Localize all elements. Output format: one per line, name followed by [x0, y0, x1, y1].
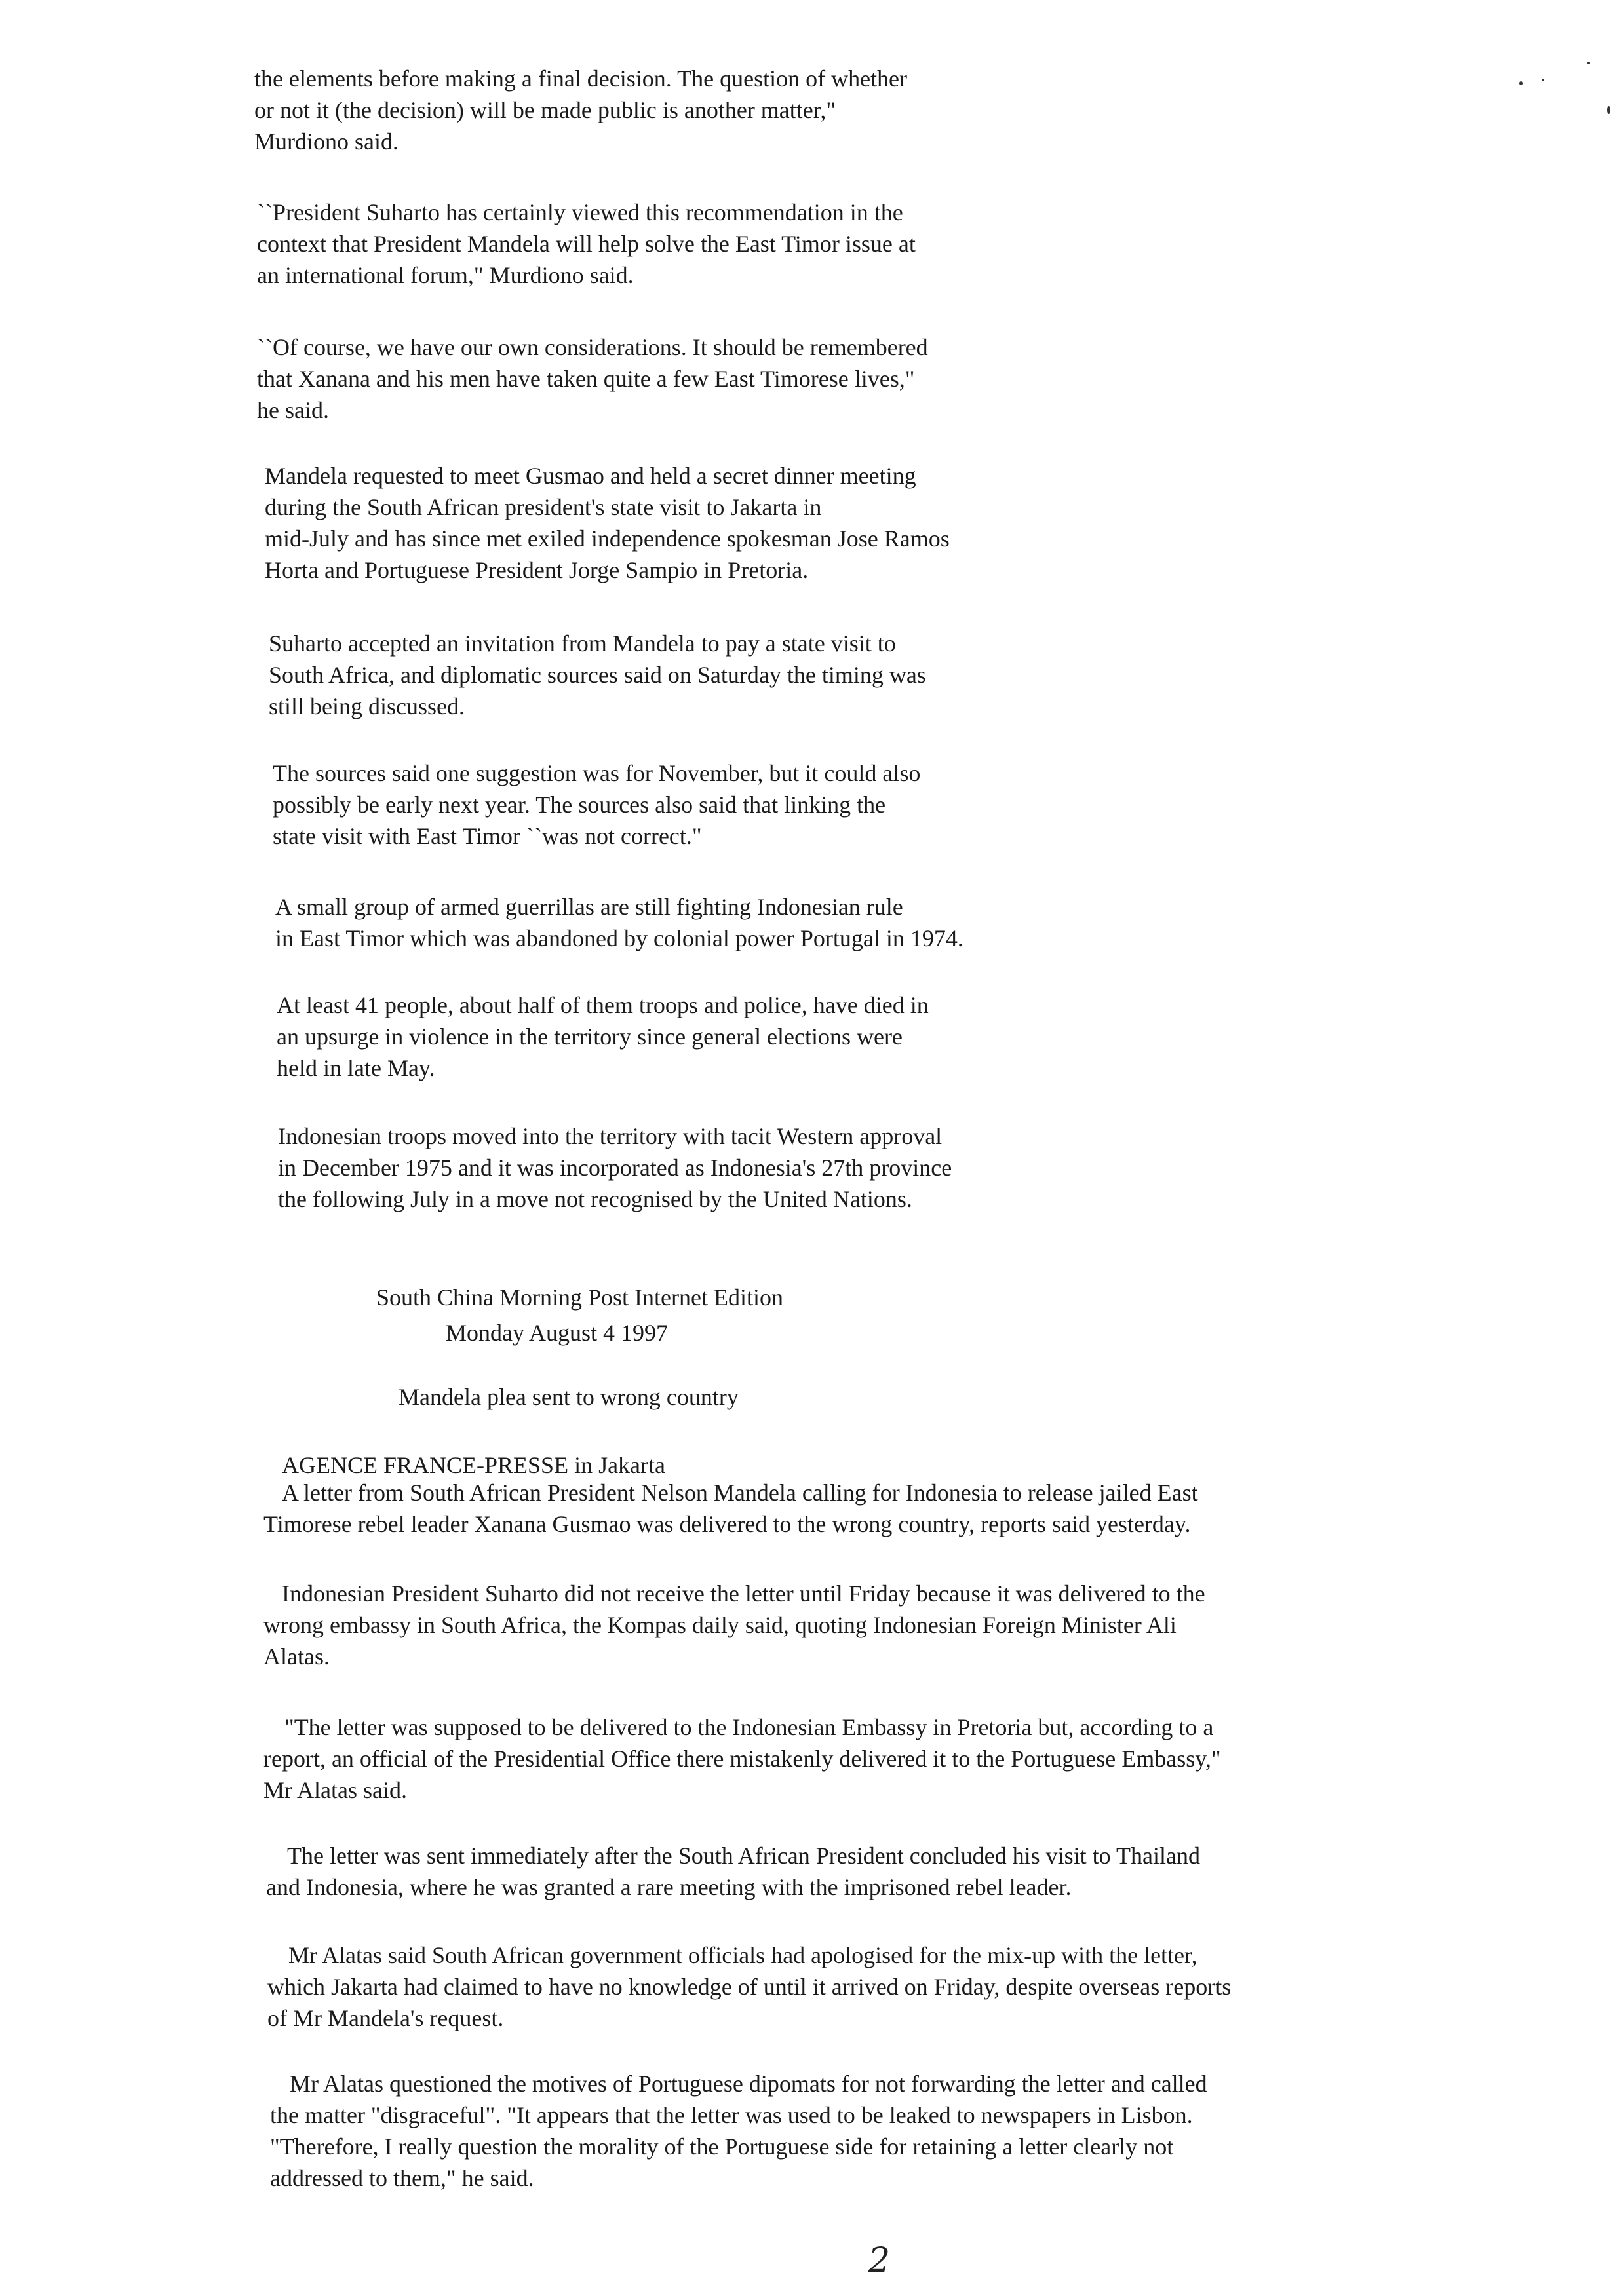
text-line: still being discussed. — [269, 693, 465, 719]
text-line: Mr Alatas said. — [263, 1777, 407, 1803]
handwritten-page-number: 2 — [868, 2241, 891, 2280]
text-line: an upsurge in violence in the territory since general elections were — [277, 1024, 903, 1050]
text-line: the matter "disgraceful". "It appears that the letter was used to be leaked to newspapers in Lisbon. — [270, 2102, 1193, 2128]
text-line: the following July in a move not recognised by the United Nations. — [278, 1186, 912, 1212]
continued-paragraph — [257, 332, 1109, 426]
continued-paragraph — [275, 891, 1127, 954]
continued-paragraph — [257, 197, 1109, 291]
text-line: in December 1975 and it was incorporated as Indonesia's 27th province — [278, 1155, 952, 1181]
text-line: Indonesian President Suharto did not receive the letter until Friday because it was delivered to the — [282, 1580, 1205, 1607]
publication-name: South China Morning Post Internet Edition — [376, 1284, 783, 1311]
text-line: an international forum," Murdiono said. — [257, 262, 634, 288]
article-byline: AGENCE FRANCE-PRESSE in Jakarta — [282, 1452, 665, 1478]
text-line: possibly be early next year. The sources also said that linking the — [273, 792, 886, 818]
article-paragraph — [263, 1477, 1443, 1540]
text-line: of Mr Mandela's request. — [267, 2005, 504, 2031]
article-paragraph — [263, 1578, 1443, 1672]
text-line: A small group of armed guerrillas are still fighting Indonesian rule — [275, 894, 903, 920]
continued-paragraph — [277, 989, 1129, 1084]
continued-paragraph — [265, 460, 1117, 586]
continued-paragraph — [269, 628, 1121, 722]
text-line: in East Timor which was abandoned by colonial power Portugal in 1974. — [275, 925, 963, 951]
scan-speck — [1542, 79, 1544, 81]
text-line: that Xanana and his men have taken quite a few East Timorese lives," — [257, 366, 915, 392]
text-line: "The letter was supposed to be delivered to the Indonesian Embassy in Pretoria but, according to a — [284, 1714, 1214, 1740]
text-line: he said. — [257, 397, 329, 423]
text-line: or not it (the decision) will be made public is another matter," — [254, 97, 836, 123]
continued-paragraph — [278, 1120, 1130, 1215]
text-line: which Jakarta had claimed to have no knowledge of until it arrived on Friday, despite overseas reports — [267, 1974, 1232, 2000]
text-line: mid-July and has since met exiled independence spokesman Jose Ramos — [265, 526, 950, 552]
text-line: ``Of course, we have our own considerations. It should be remembered — [257, 334, 928, 360]
text-line: Alatas. — [263, 1643, 330, 1670]
text-line: state visit with East Timor ``was not correct." — [273, 823, 702, 849]
article-paragraph — [263, 1712, 1443, 1806]
text-line: Mr Alatas said South African government officials had apologised for the mix-up with the letter, — [288, 1942, 1197, 1968]
text-line: and Indonesia, where he was granted a rare meeting with the imprisoned rebel leader. — [266, 1874, 1072, 1900]
text-line: during the South African president's state visit to Jakarta in — [265, 494, 822, 520]
text-line: wrong embassy in South Africa, the Kompas daily said, quoting Indonesian Foreign Minister Ali — [263, 1612, 1177, 1638]
text-line: ``President Suharto has certainly viewed this recommendation in the — [257, 199, 903, 225]
text-line: A letter from South African President Nelson Mandela calling for Indonesia to release jailed East — [282, 1480, 1198, 1506]
text-line: context that President Mandela will help solve the East Timor issue at — [257, 231, 916, 257]
text-line: "Therefore, I really question the morality of the Portuguese side for retaining a letter clearly not — [270, 2133, 1174, 2160]
text-line: Mr Alatas questioned the motives of Portuguese dipomats for not forwarding the letter and called — [290, 2071, 1207, 2097]
text-line: Mandela requested to meet Gusmao and held a secret dinner meeting — [265, 463, 916, 489]
text-line: Timorese rebel leader Xanana Gusmao was delivered to the wrong country, reports said yesterday. — [263, 1511, 1191, 1537]
text-line: held in late May. — [277, 1055, 435, 1081]
continued-paragraph — [254, 63, 1106, 157]
text-line: Horta and Portuguese President Jorge Sampio in Pretoria. — [265, 557, 809, 583]
article-paragraph — [270, 2068, 1450, 2194]
text-line: the elements before making a final decision. The question of whether — [254, 66, 908, 92]
text-line: South Africa, and diplomatic sources said on Saturday the timing was — [269, 662, 926, 688]
text-line: Indonesian troops moved into the territory with tacit Western approval — [278, 1123, 943, 1149]
scan-speck — [1519, 81, 1523, 85]
text-line: The letter was sent immediately after the South African President concluded his visit to Thailand — [287, 1843, 1200, 1869]
text-line: report, an official of the Presidential Office there mistakenly delivered it to the Portuguese Embassy," — [263, 1746, 1221, 1772]
continued-paragraph — [273, 757, 1125, 852]
article-paragraph — [267, 1940, 1447, 2034]
scan-speck — [1587, 62, 1590, 64]
publication-date: Monday August 4 1997 — [446, 1320, 669, 1346]
article-headline: Mandela plea sent to wrong country — [399, 1384, 739, 1410]
text-line: The sources said one suggestion was for November, but it could also — [273, 760, 921, 786]
scan-speck — [1607, 106, 1610, 114]
article-paragraph — [266, 1840, 1446, 1903]
text-line: At least 41 people, about half of them troops and police, have died in — [277, 992, 929, 1018]
text-line: addressed to them," he said. — [270, 2165, 534, 2191]
text-line: Murdiono said. — [254, 128, 399, 155]
text-line: Suharto accepted an invitation from Mandela to pay a state visit to — [269, 630, 896, 657]
